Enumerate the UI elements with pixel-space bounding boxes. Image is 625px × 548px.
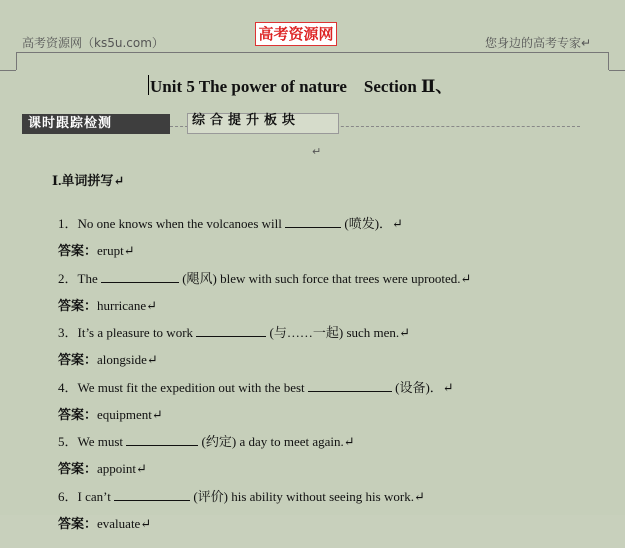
crop-mark-left — [0, 70, 16, 71]
section-heading: Ⅰ.单词拼写↵ — [52, 173, 125, 188]
answer-text: alongside↵ — [97, 352, 158, 367]
question-text: 5．We must — [58, 434, 127, 449]
answer-text: hurricane↵ — [97, 298, 157, 313]
question-hint: (设备)．↵ — [391, 380, 454, 395]
answer-blank[interactable] — [285, 215, 341, 228]
question-hint: (喷发)．↵ — [341, 216, 403, 231]
question-text: 4．We must fit the expedition out with the best — [58, 380, 308, 395]
header-rule — [16, 52, 609, 53]
answer-label: 答案： — [58, 352, 98, 367]
section-banner — [22, 112, 582, 136]
answer-label: 答案： — [58, 407, 98, 422]
question-text: 2．The — [58, 271, 101, 286]
crop-mark-right — [609, 70, 625, 71]
header-left-text: 高考资源网（ks5u.com） — [22, 36, 164, 50]
header-right-text: 您身边的高考专家↵ — [484, 36, 591, 50]
answer-text: evaluate↵ — [97, 516, 152, 531]
question-hint: (约定) a day to meet again.↵ — [198, 434, 355, 449]
page-title: Unit 5 The power of nature Section Ⅱ、 — [150, 77, 453, 96]
margin-corner-left — [16, 52, 17, 70]
banner-left-label: 课时跟踪检测 — [22, 114, 170, 134]
question-text: 6．I can’t — [58, 489, 115, 504]
paragraph-mark: ↵ — [312, 145, 322, 158]
text-cursor — [148, 75, 149, 95]
answer-label: 答案： — [58, 516, 98, 531]
answer-blank[interactable] — [196, 324, 266, 337]
answer-label: 答案： — [58, 243, 98, 258]
answer-text: equipment↵ — [97, 407, 163, 422]
answer-text: erupt↵ — [97, 243, 135, 258]
answer-blank[interactable] — [308, 379, 392, 392]
question-hint: (飓风) blew with such force that trees were uprooted.↵ — [178, 271, 472, 286]
question-text: 1．No one knows when the volcanoes will — [58, 216, 286, 231]
question-hint: (与……一起) such men.↵ — [266, 325, 411, 340]
answer-label: 答案： — [58, 461, 98, 476]
answer-text: appoint↵ — [97, 461, 147, 476]
answer-6 — [45, 497, 151, 548]
site-logo: 高考资源网 — [255, 22, 337, 46]
answer-label: 答案： — [58, 298, 98, 313]
margin-corner-right — [608, 52, 609, 70]
banner-right-label: 综合提升板块 — [192, 113, 301, 128]
question-text: 3．It’s a pleasure to work — [58, 325, 197, 340]
question-hint: (评价) his ability without seeing his work.↵ — [190, 489, 425, 504]
